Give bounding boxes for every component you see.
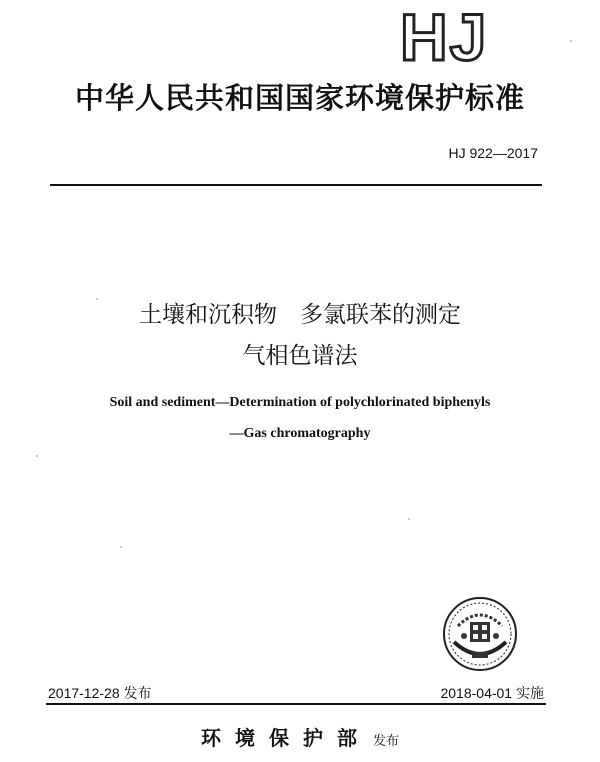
top-divider <box>50 184 542 186</box>
issuer-row <box>0 722 600 751</box>
scan-speck <box>408 518 410 520</box>
title-english-line-2: —Gas chromatography <box>229 426 371 441</box>
scan-speck <box>96 298 98 300</box>
scan-speck <box>570 40 572 42</box>
scan-speck <box>120 546 122 548</box>
standard-number: HJ 922—2017 <box>448 145 538 161</box>
issuer-suffix: 发布 <box>372 734 399 749</box>
issuer-name: 环境保护部 <box>200 726 371 750</box>
hj-logo: HJ <box>400 6 530 68</box>
ministry-seal-icon <box>442 596 518 672</box>
header-organization: 中华人民共和国国家环境保护标准 <box>74 81 525 115</box>
bottom-divider <box>46 703 546 705</box>
title-english-line-1: Soil and sediment—Determination of polychlorinated biphenyls <box>109 395 491 410</box>
issue-date: 2017-12-28 发布 <box>48 685 152 701</box>
scan-speck <box>36 455 38 457</box>
implementation-date: 2018-04-01 实施 <box>440 685 544 701</box>
title-chinese-line-2: 气相色谱法 <box>242 343 358 369</box>
title-chinese-line-1: 土壤和沉积物 多氯联苯的测定 <box>139 302 461 328</box>
